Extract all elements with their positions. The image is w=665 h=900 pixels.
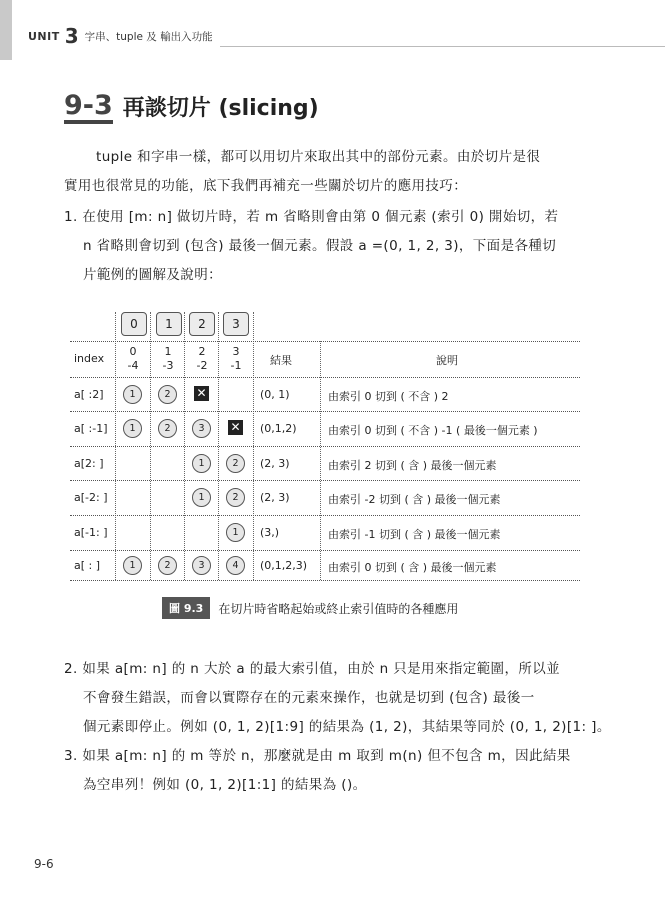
slice-expr: a[ :2] (74, 388, 104, 401)
intro-line-1: tuple 和字串一樣，都可以用切片來取出其中的部份元素。由於切片是很 (96, 149, 541, 165)
figure-caption (162, 597, 458, 619)
index-box: 1 (156, 312, 182, 336)
selected-element-marker: 2 (158, 556, 177, 575)
slice-expr: a[ :-1] (74, 422, 108, 435)
chapter-tab (0, 0, 12, 60)
index-neg-2: -2 (196, 359, 208, 372)
figure-label: 圖 9.3 (162, 597, 210, 619)
selected-element-marker: 2 (226, 488, 245, 507)
excluded-marker-icon: ✕ (194, 386, 209, 401)
row-rule (70, 580, 580, 581)
point2-line-2: 不會發生錯誤，而會以實際存在的元素來操作，也就是切到 (包含) 最後一 (83, 690, 535, 706)
slice-desc: 由索引 -1 切到 ( 含 ) 最後一個元素 (328, 528, 501, 541)
slice-desc: 由索引 2 切到 ( 含 ) 最後一個元素 (328, 459, 497, 472)
header-rule (220, 46, 665, 47)
page-number: 9-6 (34, 857, 54, 871)
row-rule (70, 341, 580, 342)
row-rule (70, 480, 580, 481)
index-pos-0: 0 (129, 345, 137, 358)
slice-expr: a[-1: ] (74, 526, 108, 539)
point2-line-1: 2. 如果 a[m: n] 的 n 大於 a 的最大索引值，由於 n 只是用來指定範圍，所以並 (64, 661, 561, 677)
slice-result: (0,1,2) (260, 422, 297, 435)
selected-element-marker: 3 (192, 419, 211, 438)
index-box: 2 (189, 312, 215, 336)
row-rule (70, 411, 580, 412)
running-header (28, 26, 217, 46)
intro-line-2: 實用也很常見的功能，底下我們再補充一些關於切片的應用技巧： (64, 178, 468, 194)
slice-desc: 由索引 -2 切到 ( 含 ) 最後一個元素 (328, 493, 501, 506)
section-number: 9-3 (64, 92, 113, 124)
slice-desc: 由索引 0 切到 ( 不含 ) -1 ( 最後一個元素 ) (328, 424, 538, 437)
slice-result: (2, 3) (260, 457, 290, 470)
selected-element-marker: 1 (192, 454, 211, 473)
selected-element-marker: 1 (123, 556, 142, 575)
row-rule (70, 446, 580, 447)
unit-subtitle: 字串、tuple 及 輸出入功能 (84, 30, 213, 43)
slice-result: (0, 1) (260, 388, 290, 401)
selected-element-marker: 3 (192, 556, 211, 575)
selected-element-marker: 1 (192, 488, 211, 507)
index-neg-0: -4 (127, 359, 139, 372)
index-box: 0 (121, 312, 147, 336)
slice-expr: a[2: ] (74, 457, 104, 470)
section-title: 再談切片 (slicing) (122, 96, 319, 121)
selected-element-marker: 2 (226, 454, 245, 473)
excluded-marker-icon: ✕ (228, 420, 243, 435)
index-pos-1: 1 (164, 345, 172, 358)
slice-desc: 由索引 0 切到 ( 含 ) 最後一個元素 (328, 561, 497, 574)
selected-element-marker: 1 (123, 419, 142, 438)
point1-line-2: n 省略則會切到 (包含) 最後一個元素。假設 a =(0, 1, 2, 3)，下面是各種切 (83, 238, 557, 254)
slice-expr: a[-2: ] (74, 491, 108, 504)
row-rule (70, 515, 580, 516)
index-neg-3: -1 (230, 359, 242, 372)
row-rule (70, 377, 580, 378)
index-header: index (74, 352, 105, 365)
unit-label: UNIT (28, 29, 60, 43)
point2-line-3: 個元素即停止。例如 (0, 1, 2)[1:9] 的結果為 (1, 2)，其結果等同於 (0, 1, 2)[1: ]。 (83, 719, 611, 735)
slice-desc: 由索引 0 切到 ( 不含 ) 2 (328, 390, 449, 403)
point3-line-1: 3. 如果 a[m: n] 的 m 等於 n，那麼就是由 m 取到 m(n) 但不包含 m，因此結果 (64, 748, 571, 764)
index-pos-3: 3 (232, 345, 240, 358)
point1-line-1: 1. 在使用 [m: n] 做切片時，若 m 省略則會由第 0 個元素 (索引 0) 開始切，若 (64, 209, 559, 225)
selected-element-marker: 2 (158, 385, 177, 404)
slice-result: (3,) (260, 526, 280, 539)
selected-element-marker: 4 (226, 556, 245, 575)
result-header: 結果 (270, 354, 292, 367)
row-rule (70, 550, 580, 551)
selected-element-marker: 1 (226, 523, 245, 542)
selected-element-marker: 2 (158, 419, 177, 438)
slice-result: (0,1,2,3) (260, 559, 308, 572)
point3-line-2: 為空串列！例如 (0, 1, 2)[1:1] 的結果為 ()。 (83, 777, 367, 793)
unit-number: 3 (64, 24, 79, 48)
selected-element-marker: 1 (123, 385, 142, 404)
index-neg-1: -3 (162, 359, 174, 372)
point1-line-3: 片範例的圖解及說明： (83, 267, 222, 283)
index-pos-2: 2 (198, 345, 206, 358)
index-box: 3 (223, 312, 249, 336)
figure-caption-text: 在切片時省略起始或終止索引值時的各種應用 (218, 601, 459, 616)
slice-result: (2, 3) (260, 491, 290, 504)
slice-expr: a[ : ] (74, 559, 101, 572)
desc-header: 說明 (436, 354, 458, 367)
section-heading (64, 92, 319, 124)
